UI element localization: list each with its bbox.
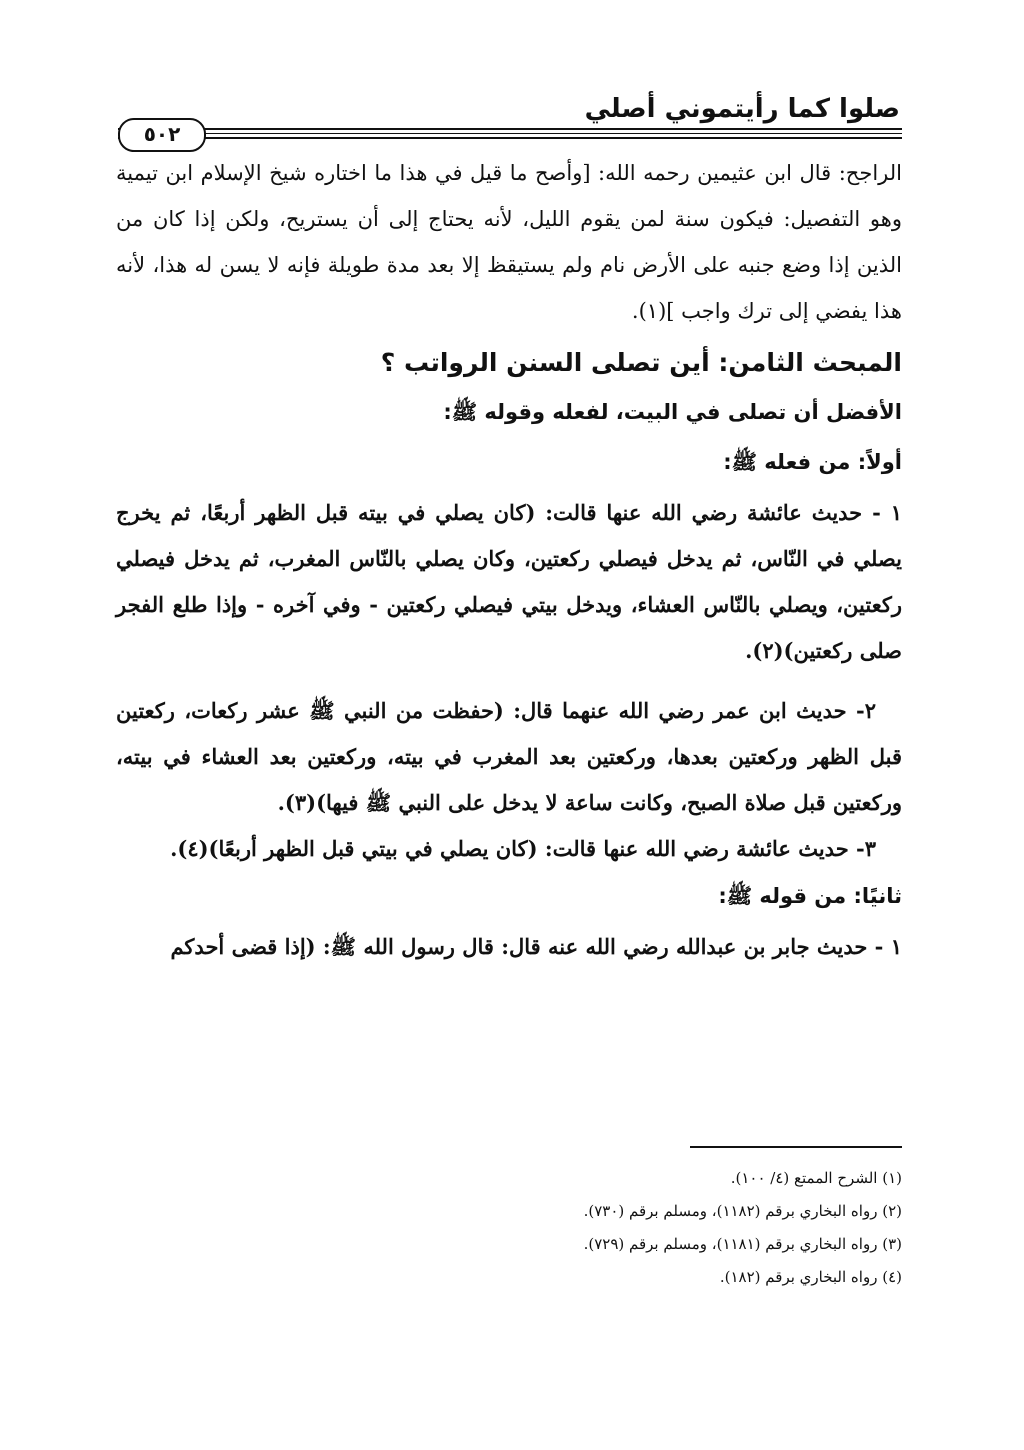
footnote-1: (١) الشرح الممتع (٤/ ١٠٠). — [730, 1169, 902, 1187]
paragraph-rajih: الراجح: قال ابن عثيمين رحمه الله: [وأصح ما قيل في هذا ما اختاره شيخ الإسلام ابن تيمية وهو التفصيل: فيكون سنة لمن يقوم الليل، لأنه يحتاج إلى أن يستريح، ولكن إذا كان من الذين إذا وضع جنبه على الأرض نام ولم يستيقظ إلا بعد مدة طويلة فإنه لا يسن له هذا، لأنه هذا يفضي إلى ترك واجب ](١). — [116, 161, 902, 323]
body-text — [116, 150, 902, 970]
hadith-4: ١ - حديث جابر بن عبدالله رضي الله عنه قال: قال رسول الله ﷺ: (إذا قضى أحدكم — [170, 934, 902, 959]
subheading-first: أولاً: من فعله ﷺ: — [723, 450, 902, 474]
hadith-2: ٢- حديث ابن عمر رضي الله عنهما قال: (حفظت من النبي ﷺ عشر ركعات، ركعتين قبل الظهر وركعتين بعدها، وركعتين بعد المغرب في بيته، وركعتين بعد العشاء في بيته، وركعتين قبل صلاة الصبح، وكانت ساعة لا يدخل على النبي ﷺ فيها)(٣). — [116, 698, 902, 815]
subheading-second: ثانيًا: من قوله ﷺ: — [718, 884, 902, 908]
footnotes — [116, 1162, 902, 1294]
hadith-1: ١ - حديث عائشة رضي الله عنها قالت: (كان يصلي في بيته قبل الظهر أربعًا، ثم يخرج يصلي في النّاس، ثم يدخل فيصلي ركعتين، وكان يصلي بالنّاس المغرب، ثم يدخل فيصلي ركعتين، ويصلي بالنّاس العشاء، ويدخل بيتي فيصلي ركعتين - وفي آخره - وإذا طلع الفجر صلى ركعتين)(٢). — [116, 500, 902, 663]
footnote-4: (٤) رواه البخاري برقم (١٨٢). — [719, 1268, 902, 1286]
footnote-3: (٣) رواه البخاري برقم (١١٨١)، ومسلم برقم (٧٢٩). — [583, 1235, 902, 1253]
page-number: ٥٠٢ — [118, 118, 206, 152]
header-rule — [118, 137, 902, 139]
header-rule — [118, 128, 902, 130]
footnote-separator — [690, 1146, 902, 1148]
page-header — [118, 92, 902, 152]
section-heading: المبحث الثامن: أين تصلى السنن الرواتب ؟ — [380, 348, 902, 377]
hadith-3: ٣- حديث عائشة رضي الله عنها قالت: (كان يصلي في بيتي قبل الظهر أربعًا)(٤). — [170, 836, 876, 861]
subheading-preference: الأفضل أن تصلى في البيت، لفعله وقوله ﷺ: — [443, 400, 902, 424]
running-title: صلوا كما رأيتموني أصلي — [584, 94, 900, 124]
footnote-2: (٢) رواه البخاري برقم (١١٨٢)، ومسلم برقم (٧٣٠). — [583, 1202, 902, 1220]
header-rule — [118, 133, 902, 134]
